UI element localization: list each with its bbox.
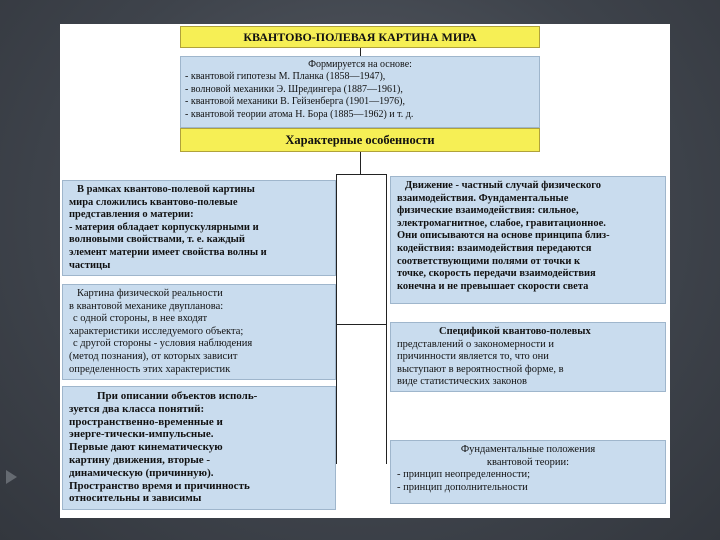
text-line: мира сложились квантово-полевые [69,196,238,208]
text-line: соответствующими полями от точки к [397,255,581,267]
text-line: взаимодействия. Фундаментальные [397,192,569,204]
text-line: Спецификой квантово-полевых [439,326,591,337]
right-box-interaction [390,176,666,304]
text-line: представления о материи: [69,209,194,221]
principle-item: - принцип дополнительности [397,481,528,493]
text-line: Картина физической реальности [77,288,223,299]
features-label: Характерные особенности [180,128,540,152]
text-line: пространственно-временные и [69,415,223,428]
basis-item: - квантовой гипотезы М. Планка (1858—1947), [185,71,386,83]
text-line: характеристики исследуемого объекта; [69,325,244,337]
text-line: картину движения, вторые - [69,453,211,466]
principles-heading: Фундаментальные положения [460,444,596,455]
basis-item: - квантовой теории атома Н. Бора (1885—1962) и т. д. [185,108,414,120]
text-line: энерге-тически-импульсные. [69,428,214,441]
text-line: точке, скорость передачи взаимодействия [397,268,596,280]
diagram-sheet [60,24,670,518]
text-line: - материя обладает корпускулярными и [69,221,259,233]
text-line: с другой стороны - условия наблюдения [73,338,253,350]
text-line: При описании объектов исполь- [97,390,258,402]
text-line: Движение - частный случай физического [405,180,602,191]
text-line: Пространство время и причинность [69,479,250,492]
text-line: электромагнитное, слабое, гравитационное. [397,217,606,229]
principle-item: - принцип неопределенности; [397,469,531,481]
text-line: выступают в вероятностной форме, в [397,363,564,375]
basis-box [180,56,540,128]
diagram-title: КВАНТОВО-ПОЛЕВАЯ КАРТИНА МИРА [180,26,540,48]
left-box-reality [62,284,336,380]
text-line: причинности является то, что они [397,351,549,363]
basis-item: - квантовой механики В. Гейзенберга (1901—1976), [185,96,405,108]
text-line: зуется два класса понятий: [69,402,205,415]
text-line: конечна и не превышает скорости света [397,280,589,292]
left-box-concepts [62,386,336,510]
text-line: частицы [69,259,111,271]
basis-item: - волновой механики Э. Шредингера (1887—1961), [185,83,403,95]
text-line: определенность этих характеристик [69,363,231,375]
text-line: физические взаимодействия: сильное, [397,205,579,217]
text-line: кодействия: взаимодействия передаются [397,242,592,254]
text-line: виде статистических законов [397,376,527,388]
text-line: Они описываются на основе принципа близ- [397,230,610,242]
connector-line [336,174,386,175]
text-line: (метод познания), от которых зависит [69,350,238,362]
connector-line [336,174,337,464]
left-box-matter [62,180,336,276]
slide-bullet-decoration [6,470,17,484]
text-line: представлений о закономерности и [397,338,554,350]
basis-heading: Формируется на основе: [308,59,412,70]
connector-line [360,152,361,174]
text-line: относительны и зависимы [69,492,202,505]
right-box-causality [390,322,666,392]
text-line: динамическую (причинную). [69,466,214,479]
connector-line [336,324,386,325]
text-line: в квантовой механике двупланова: [69,300,224,312]
text-line: Первые дают кинематическую [69,441,223,454]
principles-heading: квантовой теории: [486,456,570,468]
connector-line [386,174,387,464]
text-line: элемент материи имеет свойства волны и [69,246,267,258]
text-line: волновыми свойствами, т. е. каждый [69,234,245,246]
text-line: с одной стороны, в нее входят [73,313,208,325]
text-line: В рамках квантово-полевой картины [77,184,255,195]
right-box-principles [390,440,666,504]
connector-line [360,48,361,56]
